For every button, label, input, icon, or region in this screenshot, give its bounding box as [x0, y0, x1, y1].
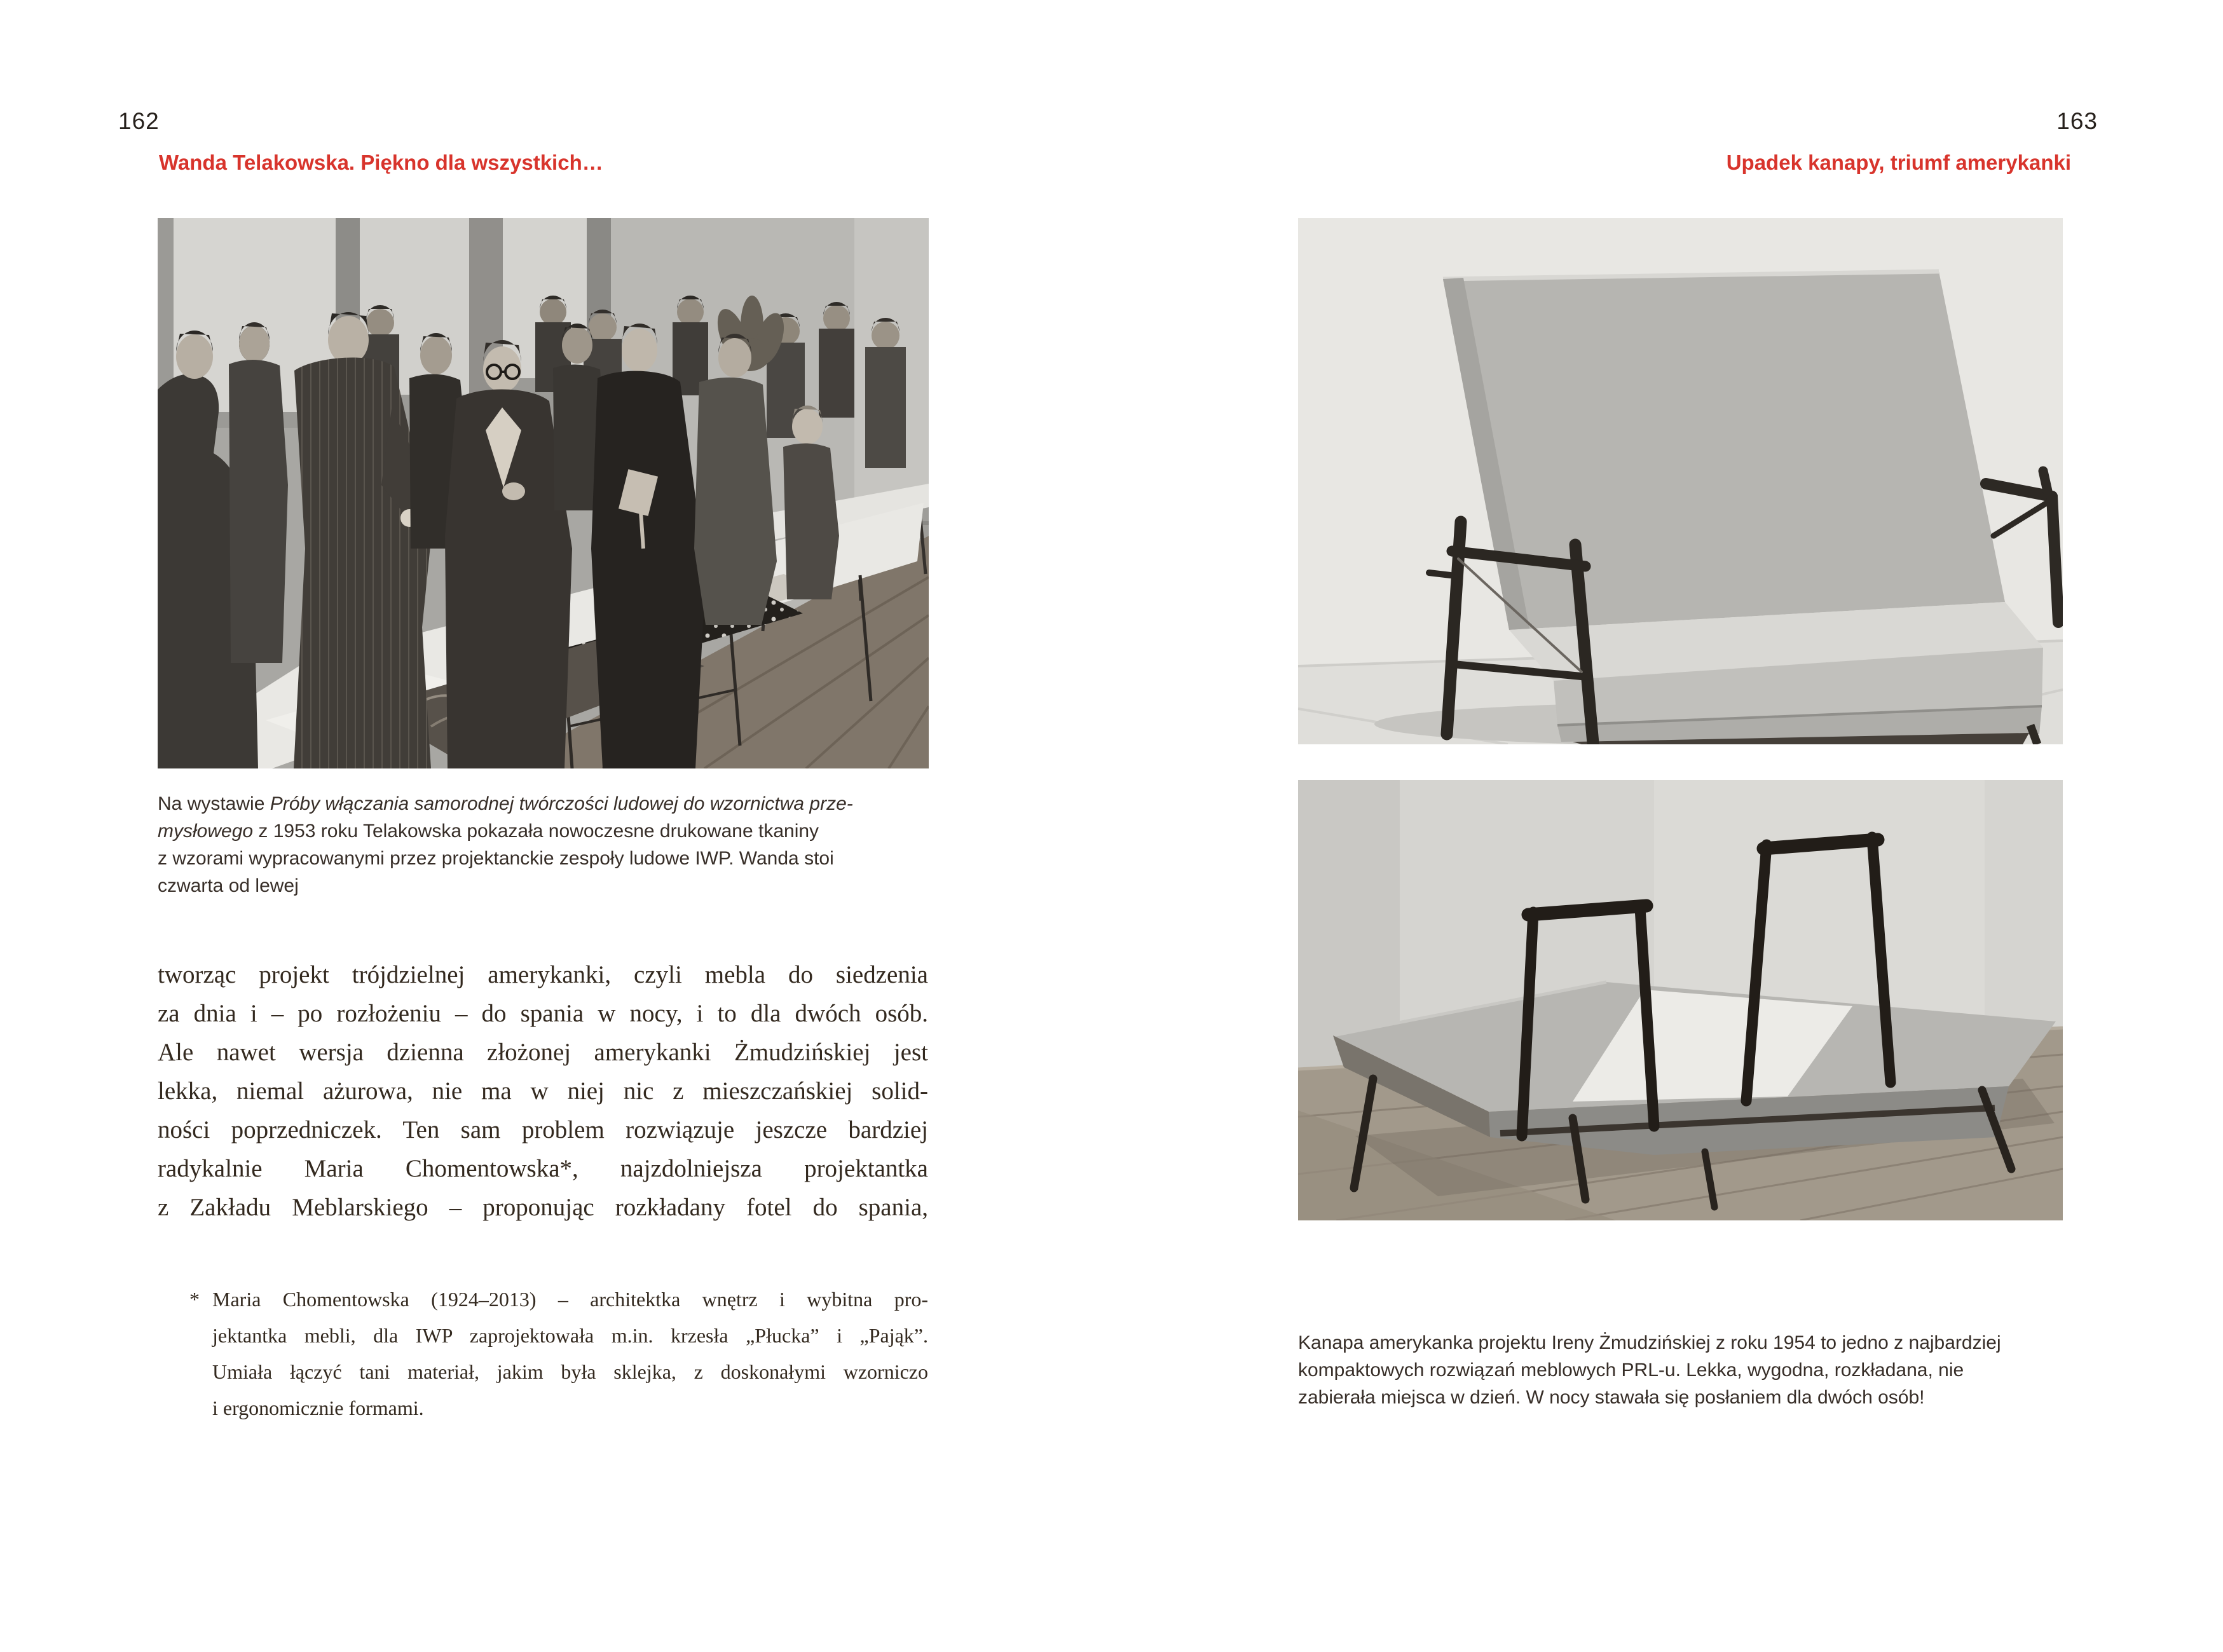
sofa-bed-photo: [1298, 780, 2063, 1220]
regular-text: Na wystawie: [158, 793, 270, 814]
footnote-lines: [212, 1281, 928, 1426]
page-number-right: 163: [2056, 108, 2098, 134]
text-line: ności poprzedniczek. Ten sam problem rozwiązuje jeszcze bardziej: [158, 1116, 928, 1143]
sofa-day-photo: [1298, 218, 2063, 744]
sofa-back: [1443, 271, 2005, 630]
body-text: [158, 955, 928, 1227]
caption-left: [158, 790, 971, 899]
sofa-day-illustration: [1298, 218, 2063, 744]
footnote-marker: *: [189, 1288, 200, 1311]
regular-text: z wzorami wypracowanymi przez projektanckie zespoły ludowe IWP. Wanda stoi: [158, 848, 834, 869]
text-line: lekka, niemal ażurowa, nie ma w niej nic z mieszczańskiej solid-: [158, 1077, 928, 1105]
regular-text: z 1953 roku Telakowska pokazała nowoczesne drukowane tkaniny: [253, 821, 819, 842]
italic-text: mysłowego: [158, 821, 254, 842]
text-line: radykalnie Maria Chomentowska*, najzdolniejsza projektantka: [158, 1155, 928, 1182]
footnote: [189, 1281, 928, 1426]
text-line: za dnia i – po rozłożeniu – do spania w nocy, i to dla dwóch osób.: [158, 1000, 928, 1027]
text-line: kompaktowych rozwiązań meblowych PRL-u. Lekka, wygodna, rozkładana, nie: [1298, 1360, 1964, 1381]
text-line: i ergonomicznie formami.: [212, 1396, 424, 1419]
text-line: Ale nawet wersja dzienna złożonej amerykanki Żmudzińskiej jest: [158, 1039, 928, 1066]
exhibition-photo: [158, 218, 929, 768]
text-line: tworząc projekt trójdzielnej amerykanki, czyli mebla do siedzenia: [158, 961, 928, 988]
text-line: Kanapa amerykanka projektu Ireny Żmudzińskiej z roku 1954 to jedno z najbardziej: [1298, 1332, 2001, 1353]
text-line: [158, 817, 971, 845]
text-line: zabierała miejsca w dzień. W nocy stawała się posłaniem dla dwóch osób!: [1298, 1387, 1925, 1408]
text-line: [158, 845, 971, 872]
text-line: [158, 872, 971, 899]
caption-right: [1298, 1329, 2112, 1411]
text-line: Umiała łączyć tani materiał, jakim była sklejka, z doskonałymi wzorniczo: [212, 1360, 928, 1383]
text-line: jektantka mebli, dla IWP zaprojektowała m.in. krzesła „Płucka” i „Pająk”.: [212, 1324, 928, 1347]
regular-text: czwarta od lewej: [158, 875, 299, 896]
text-line: z Zakładu Meblarskiego – proponując rozkładany fotel do spania,: [158, 1194, 928, 1221]
exhibition-photo-illustration: [158, 218, 929, 768]
running-head-left: Wanda Telakowska. Piękno dla wszystkich…: [159, 151, 603, 174]
text-line: Maria Chomentowska (1924–2013) – architektka wnętrz i wybitna pro-: [212, 1288, 928, 1311]
running-head-right: Upadek kanapy, triumf amerykanki: [1726, 151, 2071, 174]
italic-text: Próby włączania samorodnej twórczości ludowej do wzornictwa prze-: [270, 793, 853, 814]
sofa-bed-illustration: [1298, 780, 2063, 1220]
text-line: [158, 790, 971, 817]
page-number-left: 162: [118, 108, 160, 134]
